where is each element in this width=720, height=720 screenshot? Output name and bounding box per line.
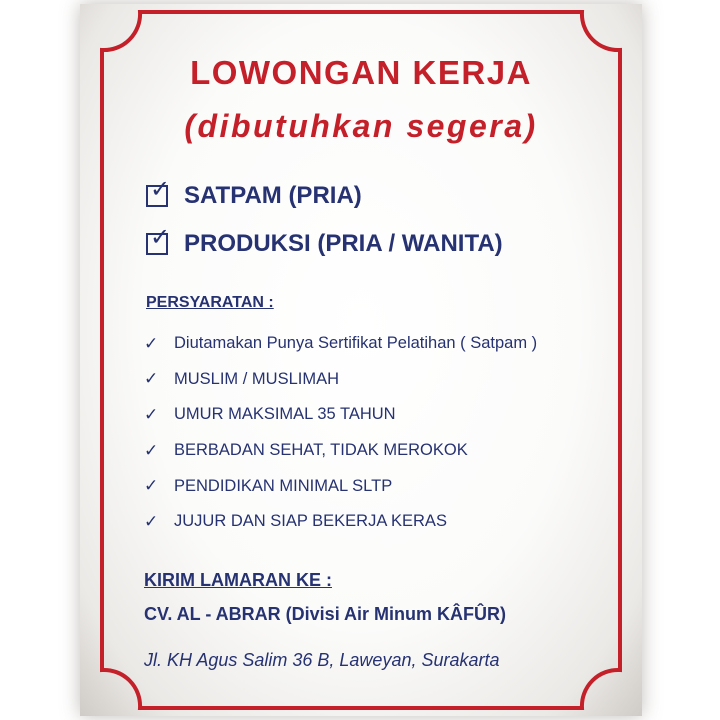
requirement-text: BERBADAN SEHAT, TIDAK MEROKOK xyxy=(174,441,468,460)
requirement-text: PENDIDIKAN MINIMAL SLTP xyxy=(174,476,393,495)
requirement-text: UMUR MAKSIMAL 35 TAHUN xyxy=(174,405,396,424)
poster-title: LOWONGAN KERJA xyxy=(190,54,532,91)
requirement-item xyxy=(144,433,537,469)
position-label: SATPAM (PRIA) xyxy=(184,182,362,209)
position-label: PRODUKSI (PRIA / WANITA) xyxy=(184,230,503,257)
checkmark-icon: ✓ xyxy=(144,440,159,460)
checkmark-icon: ✓ xyxy=(144,333,159,353)
requirement-item xyxy=(144,504,537,540)
checkmark-icon: ✓ xyxy=(144,476,159,496)
position-item xyxy=(146,226,503,262)
checked-box-icon: ✓ xyxy=(146,233,168,255)
requirement-text: Diutamakan Punya Sertifikat Pelatihan ( Satpam ) xyxy=(174,334,538,353)
position-item xyxy=(146,178,362,214)
checkmark-icon: ✓ xyxy=(144,369,159,389)
requirements-list xyxy=(144,326,537,540)
send-application-heading: KIRIM LAMARAN KE : xyxy=(144,570,332,590)
job-vacancy-poster xyxy=(80,4,642,716)
company-address: Jl. KH Agus Salim 36 B, Laweyan, Surakarta xyxy=(144,650,500,670)
requirement-item xyxy=(144,397,537,433)
checked-box-icon: ✓ xyxy=(146,185,168,207)
checkmark-icon: ✓ xyxy=(144,404,159,424)
checkmark-icon: ✓ xyxy=(144,511,159,531)
requirement-item xyxy=(144,362,537,398)
company-name: CV. AL - ABRAR (Divisi Air Minum KÂFÛR) xyxy=(144,604,507,624)
requirements-heading: PERSYARATAN : xyxy=(146,294,274,311)
requirement-text: MUSLIM / MUSLIMAH xyxy=(174,369,340,388)
requirement-item xyxy=(144,326,537,362)
requirement-text: JUJUR DAN SIAP BEKERJA KERAS xyxy=(174,512,447,531)
requirement-item xyxy=(144,468,537,504)
poster-subtitle: (dibutuhkan segera) xyxy=(184,108,538,144)
